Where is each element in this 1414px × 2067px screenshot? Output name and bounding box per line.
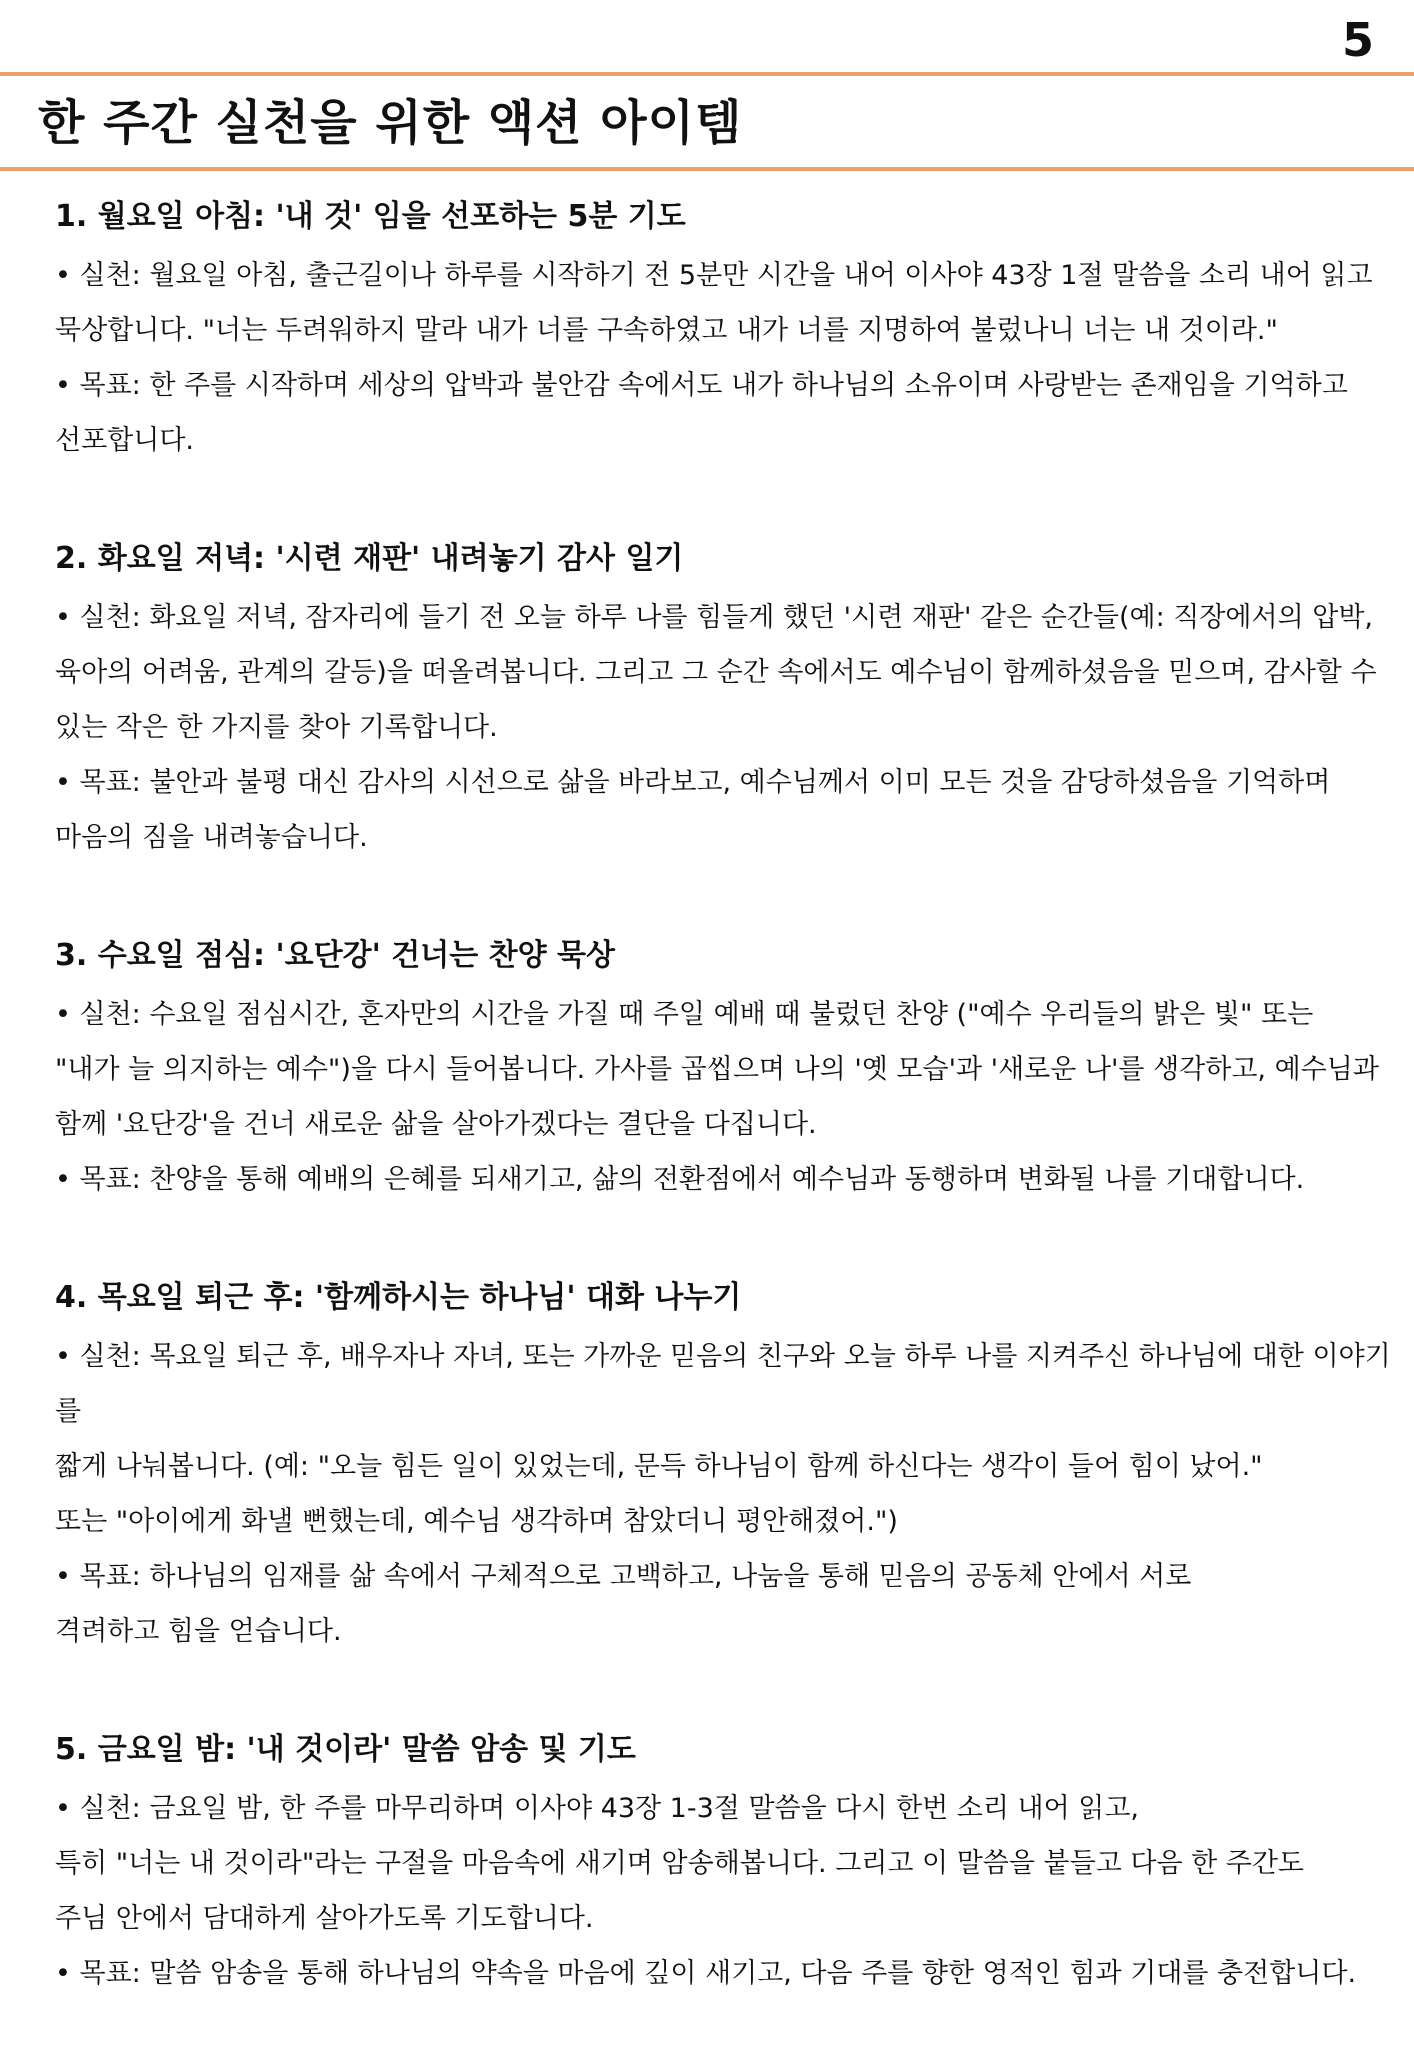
section-heading: 3. 수요일 점심: '요단강' 건너는 찬양 묵상	[55, 938, 616, 973]
action-item-thursday	[55, 1273, 1395, 1659]
action-items-list	[55, 192, 1395, 2067]
section-heading: 1. 월요일 아침: '내 것' 임을 선포하는 5분 기도	[55, 199, 686, 234]
practice-text: • 실천: 수요일 점심시간, 혼자만의 시간을 가질 때 주일 예배 때 불렀던 찬양 ("예수 우리들의 밝은 빛" 또는 "내가 늘 의지하는 예수")을 다시 들어봅니다. 가사를 곱씹으며 나의 '옛 모습'과 '새로운 나'를 생각하고, 예수님과 함께 '요단강'을 건너 새로운 삶을 살아가겠다는 결단을 다집니다.	[55, 999, 1379, 1140]
page-title: 한 주간 실천을 위한 액션 아이템	[38, 95, 743, 151]
goal-text: • 목표: 하나님의 임재를 삶 속에서 구체적으로 고백하고, 나눔을 통해 믿음의 공동체 안에서 서로 격려하고 힘을 얻습니다.	[55, 1561, 1192, 1647]
goal-text: • 목표: 찬양을 통해 예배의 은혜를 되새기고, 삶의 전환점에서 예수님과 동행하며 변화될 나를 기대합니다.	[55, 1164, 1305, 1195]
action-item-tuesday	[55, 534, 1395, 865]
section-heading: 5. 금요일 밤: '내 것이라' 말씀 암송 및 기도	[55, 1732, 636, 1767]
section-heading: 4. 목요일 퇴근 후: '함께하시는 하나님' 대화 나누기	[55, 1280, 742, 1315]
practice-text: • 실천: 월요일 아침, 출근길이나 하루를 시작하기 전 5분만 시간을 내어 이사야 43장 1절 말씀을 소리 내어 읽고 묵상합니다. "너는 두려워하지 말라 내가 너를 구속하였고 내가 너를 지명하여 불렀나니 너는 내 것이라."	[55, 260, 1373, 346]
goal-text: • 목표: 불안과 불평 대신 감사의 시선으로 삶을 바라보고, 예수님께서 이미 모든 것을 감당하셨음을 기억하며 마음의 짐을 내려놓습니다.	[55, 767, 1331, 853]
action-item-friday	[55, 1725, 1395, 2001]
goal-text: • 목표: 말씀 암송을 통해 하나님의 약속을 마음에 깊이 새기고, 다음 주를 향한 영적인 힘과 기대를 충전합니다.	[55, 1958, 1357, 1989]
title-divider	[0, 167, 1414, 171]
practice-text: • 실천: 목요일 퇴근 후, 배우자나 자녀, 또는 가까운 믿음의 친구와 오늘 하루 나를 지켜주신 하나님에 대한 이야기를 짧게 나눠봅니다. (예: "오늘 힘든 일이 있었는데, 문득 하나님이 함께 하신다는 생각이 들어 힘이 났어." 또는 "아이에게 화낼 뻔했는데, 예수님 생각하며 참았더니 평안해졌어.")	[55, 1341, 1391, 1537]
action-item-wednesday	[55, 931, 1395, 1207]
section-heading: 2. 화요일 저녁: '시련 재판' 내려놓기 감사 일기	[55, 541, 684, 576]
practice-text: • 실천: 금요일 밤, 한 주를 마무리하며 이사야 43장 1-3절 말씀을 다시 한번 소리 내어 읽고, 특히 "너는 내 것이라"라는 구절을 마음속에 새기며 암송해봅니다. 그리고 이 말씀을 붙들고 다음 한 주간도 주님 안에서 담대하게 살아가도록 기도합니다.	[55, 1793, 1305, 1934]
action-item-monday	[55, 192, 1395, 468]
top-divider	[0, 72, 1414, 76]
goal-text: • 목표: 한 주를 시작하며 세상의 압박과 불안감 속에서도 내가 하나님의 소유이며 사랑받는 존재임을 기억하고 선포합니다.	[55, 370, 1348, 456]
page-number: 5	[1341, 13, 1374, 67]
practice-text: • 실천: 화요일 저녁, 잠자리에 들기 전 오늘 하루 나를 힘들게 했던 '시련 재판' 같은 순간들(예: 직장에서의 압박, 육아의 어려움, 관계의 갈등)을 떠올려봅니다. 그리고 그 순간 속에서도 예수님이 함께하셨음을 믿으며, 감사할 수 있는 작은 한 가지를 찾아 기록합니다.	[55, 602, 1377, 743]
